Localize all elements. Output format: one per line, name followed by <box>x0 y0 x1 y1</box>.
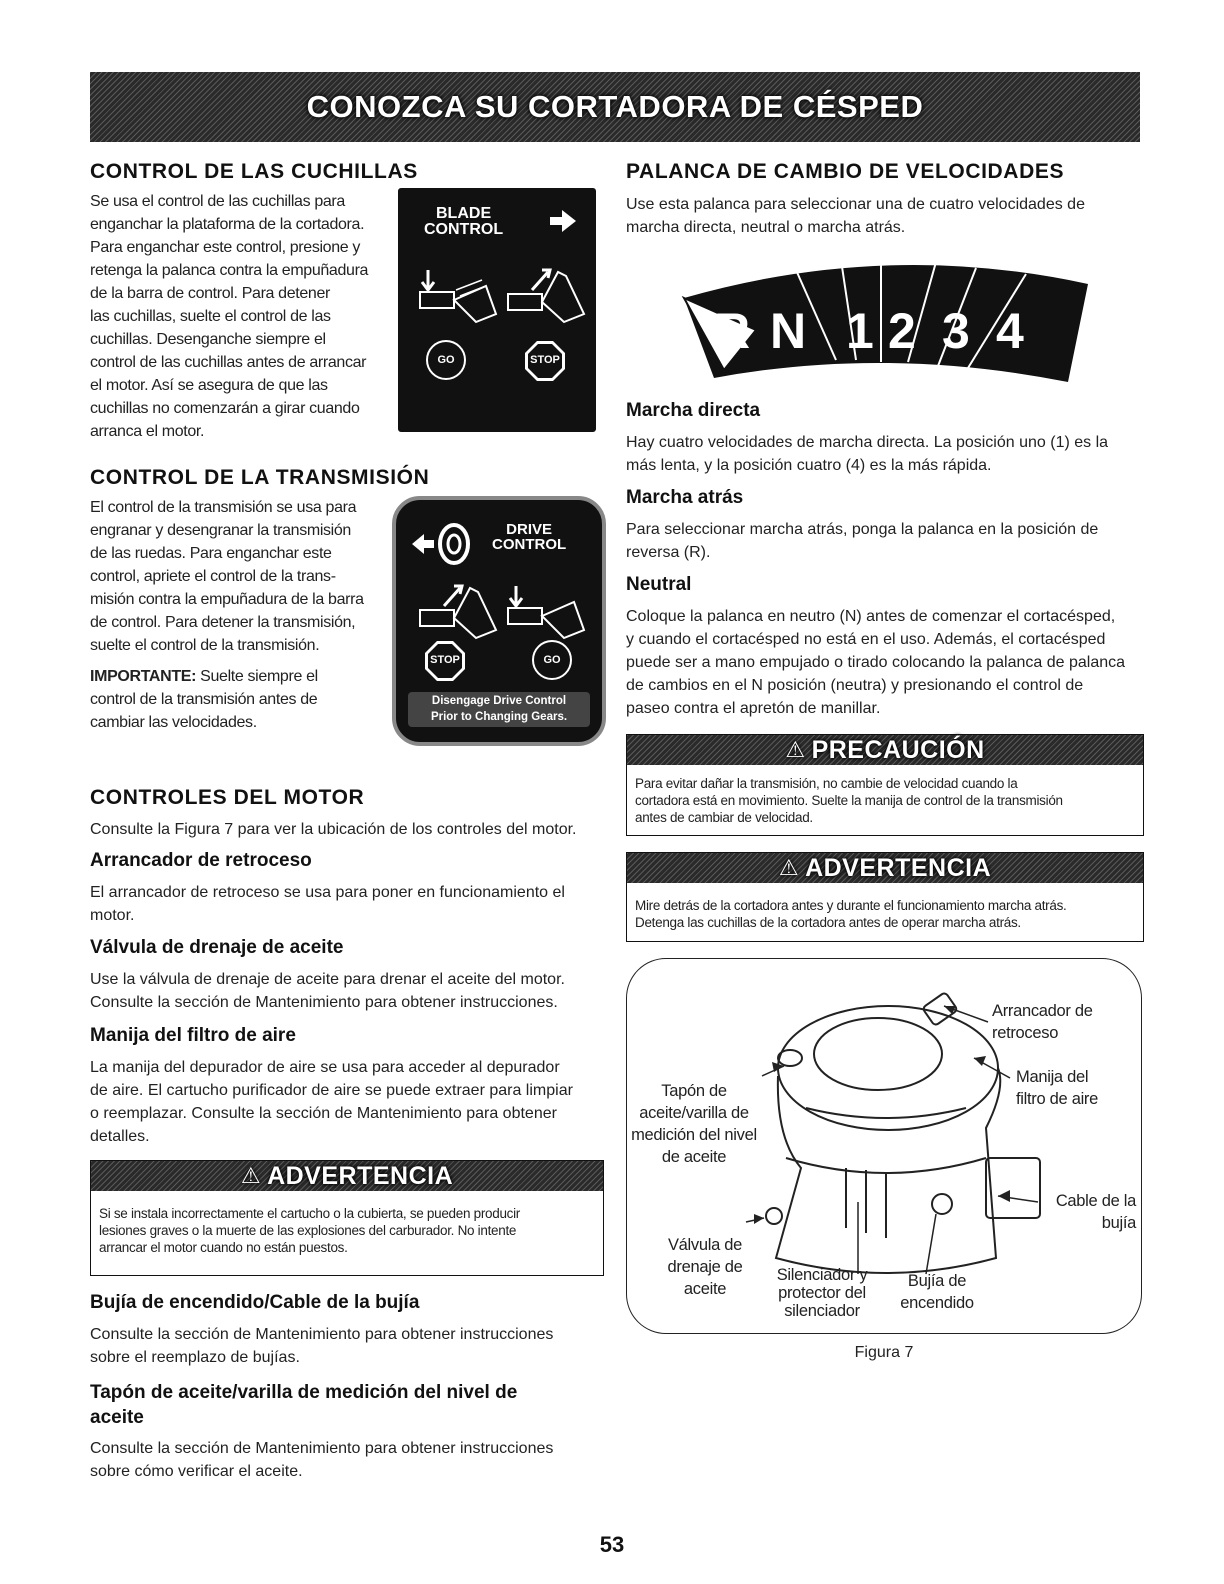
important-line <box>90 665 390 688</box>
drive-control-heading: CONTROL DE LA TRANSMISIÓN <box>90 466 430 489</box>
warning-header <box>627 853 1143 883</box>
blade-decal-line2: CONTROL <box>424 221 504 238</box>
caution-text <box>627 771 1143 830</box>
text-line: sobre cómo verificar el aceite. <box>90 1463 303 1480</box>
caution-header <box>627 735 1143 765</box>
text-line: motor. <box>90 907 135 924</box>
label-oil-drain-valve <box>660 1234 750 1300</box>
text-line: el motor. Así se asegura de que las <box>90 377 328 394</box>
text-line: Para seleccionar marcha atrás, ponga la palanca en la posición de <box>626 521 1099 538</box>
go-label: GO <box>437 354 455 366</box>
text-line: Detenga las cuchillas de la cortadora antes de operar marcha atrás. <box>635 915 1021 930</box>
oil-cap-title-line1: Tapón de aceite/varilla de medición del nivel de <box>90 1382 518 1403</box>
text-line: y cuando el cortacésped no está en el uso. Además, el cortacésped <box>626 631 1106 648</box>
banner-title: CONOZCA SU CORTADORA DE CÉSPED <box>306 89 924 124</box>
text-line: Mire detrás de la cortadora antes y durante el funcionamiento marcha atrás. <box>635 898 1067 913</box>
text-line: de control. Para detener la transmisión, <box>90 614 356 631</box>
warning-box-air-filter <box>90 1160 604 1276</box>
text-line: de la barra de control. Para detener <box>90 285 331 302</box>
label-line: Cable de la <box>1055 1192 1136 1210</box>
text-line: las cuchillas, suelte el control de las <box>90 308 331 325</box>
label-line: silenciador <box>784 1302 860 1320</box>
label-line: Bujía de <box>907 1272 967 1290</box>
label-recoil-starter <box>992 1000 1093 1044</box>
label-line: encendido <box>900 1294 974 1312</box>
text-line: Use esta palanca para seleccionar una de cuatro velocidades de <box>626 196 1085 213</box>
text-line: cambiar las velocidades. <box>90 714 257 731</box>
text-line: o reemplazar. Consulte la sección de Mantenimiento para obtener <box>90 1105 557 1122</box>
shift-lever-text <box>626 193 1146 239</box>
text-line: misión contra la empuñadura de la barra <box>90 591 364 608</box>
oil-cap-title <box>90 1380 610 1430</box>
drive-control-decal <box>392 496 606 746</box>
warning-text <box>91 1201 603 1260</box>
label-line: aceite/varilla de <box>639 1104 749 1122</box>
text-line: Si se instala incorrectamente el cartucho o la cubierta, se pueden producir <box>99 1206 520 1221</box>
reverse-gear-text <box>626 518 1146 564</box>
text-line: paseo contra el apretón de manillar. <box>626 700 881 717</box>
label-line: Tapón de <box>661 1082 727 1100</box>
gear-label-3: 3 <box>942 303 970 359</box>
warning-title: ADVERTENCIA <box>267 1161 454 1190</box>
stop-label: STOP <box>530 354 560 366</box>
caption-line: Disengage Drive Control <box>431 695 567 707</box>
label-line: medición del nivel <box>631 1126 757 1144</box>
gear-label-4: 4 <box>996 303 1024 359</box>
go-label: GO <box>543 654 561 666</box>
gear-label-1: 1 <box>846 303 874 359</box>
warning-triangle-icon: ⚠ <box>240 1163 262 1188</box>
text-line: El control de la transmisión se usa para <box>90 499 357 516</box>
label-line: aceite <box>683 1280 727 1298</box>
text-line: Consulte la sección de Mantenimiento para obtener instrucciones <box>90 1440 554 1457</box>
label-line: de aceite <box>661 1148 727 1166</box>
text-line: lesiones graves o la muerte de las explosiones del carburador. No intente <box>99 1223 517 1238</box>
oil-drain-title: Válvula de drenaje de aceite <box>90 937 344 958</box>
label-spark-plug <box>892 1270 982 1314</box>
important-text: Suelte siempre el <box>196 668 318 685</box>
label-line: Silenciador y <box>776 1266 868 1284</box>
text-line: retenga la palanca contra la empuñadura <box>90 262 369 279</box>
text-line: control de la transmisión antes de <box>90 691 318 708</box>
label-line: drenaje de <box>667 1258 743 1276</box>
text-line: de cambios en el N posición (neutra) y presionando el control de <box>626 677 1084 694</box>
spark-plug-title: Bujía de encendido/Cable de la bujía <box>90 1292 420 1313</box>
shift-lever-heading: PALANCA DE CAMBIO DE VELOCIDADES <box>626 160 1065 183</box>
blade-control-decal <box>398 188 596 432</box>
lever-released-icon <box>416 266 500 336</box>
stop-label: STOP <box>430 654 460 666</box>
label-line: retroceso <box>992 1024 1059 1042</box>
label-oil-cap <box>626 1080 762 1168</box>
text-line: más lenta, y la posición cuatro (4) es la más rápida. <box>626 457 992 474</box>
important-label: IMPORTANTE: <box>90 668 197 685</box>
warning-triangle-icon: ⚠ <box>778 855 800 880</box>
warning-title: ADVERTENCIA <box>805 853 992 882</box>
drive-decal-line2: CONTROL <box>492 536 567 553</box>
gear-label-R: R <box>714 303 751 359</box>
go-icon <box>532 640 572 680</box>
label-spark-plug-cable <box>1040 1190 1136 1234</box>
warning-box-reverse <box>626 852 1144 942</box>
blade-decal-title <box>424 206 503 238</box>
text-line: El arrancador de retroceso se usa para poner en funcionamiento el <box>90 884 565 901</box>
forward-gear-title: Marcha directa <box>626 400 761 421</box>
text-line: de aire. El cartucho purificador de aire se puede extraer para limpiar <box>90 1082 573 1099</box>
text-line: Para evitar dañar la transmisión, no cambie de velocidad cuando la <box>635 776 1018 791</box>
text-line: cortadora está en movimiento. Suelte la manija de control de la transmisión <box>635 793 1063 808</box>
page-number: 53 <box>599 1532 625 1557</box>
neutral-title: Neutral <box>626 574 692 595</box>
recoil-starter-text <box>90 881 590 927</box>
text-line: Se usa el control de las cuchillas para <box>90 193 345 210</box>
label-line: Arrancador de <box>992 1002 1093 1020</box>
recoil-starter-title: Arrancador de retroceso <box>90 850 312 871</box>
text-line: Consulte la sección de Mantenimiento para obtener instrucciones <box>90 1326 554 1343</box>
page-banner <box>90 72 1140 142</box>
blade-control-heading: CONTROL DE LAS CUCHILLAS <box>90 160 418 183</box>
figure-caption: Figura 7 <box>854 1344 914 1361</box>
warning-triangle-icon: ⚠ <box>785 737 806 762</box>
label-muffler <box>772 1266 872 1320</box>
label-line: filtro de aire <box>1016 1090 1099 1108</box>
label-line: Manija del <box>1016 1068 1089 1086</box>
blade-decal-line1: BLADE <box>436 205 492 222</box>
text-line: La manija del depurador de aire se usa para acceder al depurador <box>90 1059 560 1076</box>
text-line: enganchar la plataforma de la cortadora. <box>90 216 365 233</box>
text-line: control de las cuchillas antes de arrancar <box>90 354 367 371</box>
text-line: Para enganchar este control, presione y <box>90 239 361 256</box>
lever-squeezed-icon <box>504 266 588 336</box>
gear-shift-decal <box>676 250 1096 386</box>
text-line: antes de cambiar de velocidad. <box>635 810 813 825</box>
label-line: protector del <box>778 1284 866 1302</box>
spark-plug-text <box>90 1323 590 1369</box>
reverse-gear-title: Marcha atrás <box>626 487 744 508</box>
text-line: marcha directa, neutral o marcha atrás. <box>626 219 906 236</box>
blade-control-text <box>90 190 390 443</box>
air-filter-text <box>90 1056 590 1148</box>
text-line: engranar y desengranar la transmisión <box>90 522 351 539</box>
forward-gear-text <box>626 431 1146 477</box>
oil-drain-text <box>90 968 590 1014</box>
text-line: Consulte la sección de Mantenimiento para obtener instrucciones. <box>90 994 558 1011</box>
neutral-text <box>626 605 1156 720</box>
engine-controls-intro: Consulte la Figura 7 para ver la ubicación de los controles del motor. <box>90 821 577 838</box>
drive-control-text <box>90 496 390 734</box>
text-line: cuchillas no comenzarán a girar cuando <box>90 400 360 417</box>
drive-decal-caption <box>408 692 590 727</box>
text-line: detalles. <box>90 1128 150 1145</box>
gear-label-2: 2 <box>888 303 916 359</box>
drive-decal-line1: DRIVE <box>506 521 552 538</box>
caption-line: Prior to Changing Gears. <box>430 711 568 723</box>
text-line: Coloque la palanca en neutro (N) antes de comenzar el cortacésped, <box>626 608 1116 625</box>
oil-cap-text <box>90 1437 590 1483</box>
warning-header <box>91 1161 603 1191</box>
text-line: control, apriete el control de la trans- <box>90 568 336 585</box>
label-line: Válvula de <box>667 1236 743 1254</box>
oil-cap-title-line2: aceite <box>90 1407 144 1428</box>
text-line: arrancar el motor cuando no están puestos. <box>99 1240 348 1255</box>
text-line: reversa (R). <box>626 544 711 561</box>
text-line: puede ser a mano empujado o tirado colocando la palanca de palanca <box>626 654 1126 671</box>
wheel-arrow-icon <box>410 522 474 566</box>
text-line: suelte el control de la transmisión. <box>90 637 320 654</box>
arrow-right-icon <box>548 208 578 234</box>
warning-text <box>627 893 1143 935</box>
text-line: de las ruedas. Para enganchar este <box>90 545 332 562</box>
text-line: cuchillas. Desenganche siempre el <box>90 331 326 348</box>
gear-label-N: N <box>770 303 807 359</box>
label-air-filter-handle <box>1016 1066 1098 1110</box>
text-line: arranca el motor. <box>90 423 205 440</box>
go-icon <box>426 340 466 380</box>
caution-box <box>626 734 1144 836</box>
caution-title: PRECAUCIÓN <box>811 735 985 764</box>
engine-controls-heading: CONTROLES DEL MOTOR <box>90 786 365 809</box>
drive-decal-title <box>492 522 566 552</box>
air-filter-title: Manija del filtro de aire <box>90 1025 296 1046</box>
text-line: Use la válvula de drenaje de aceite para drenar el aceite del motor. <box>90 971 565 988</box>
text-line: sobre el reemplazo de bujías. <box>90 1349 300 1366</box>
text-line: Hay cuatro velocidades de marcha directa. La posición uno (1) es la <box>626 434 1109 451</box>
label-line: bujía <box>1101 1214 1136 1232</box>
